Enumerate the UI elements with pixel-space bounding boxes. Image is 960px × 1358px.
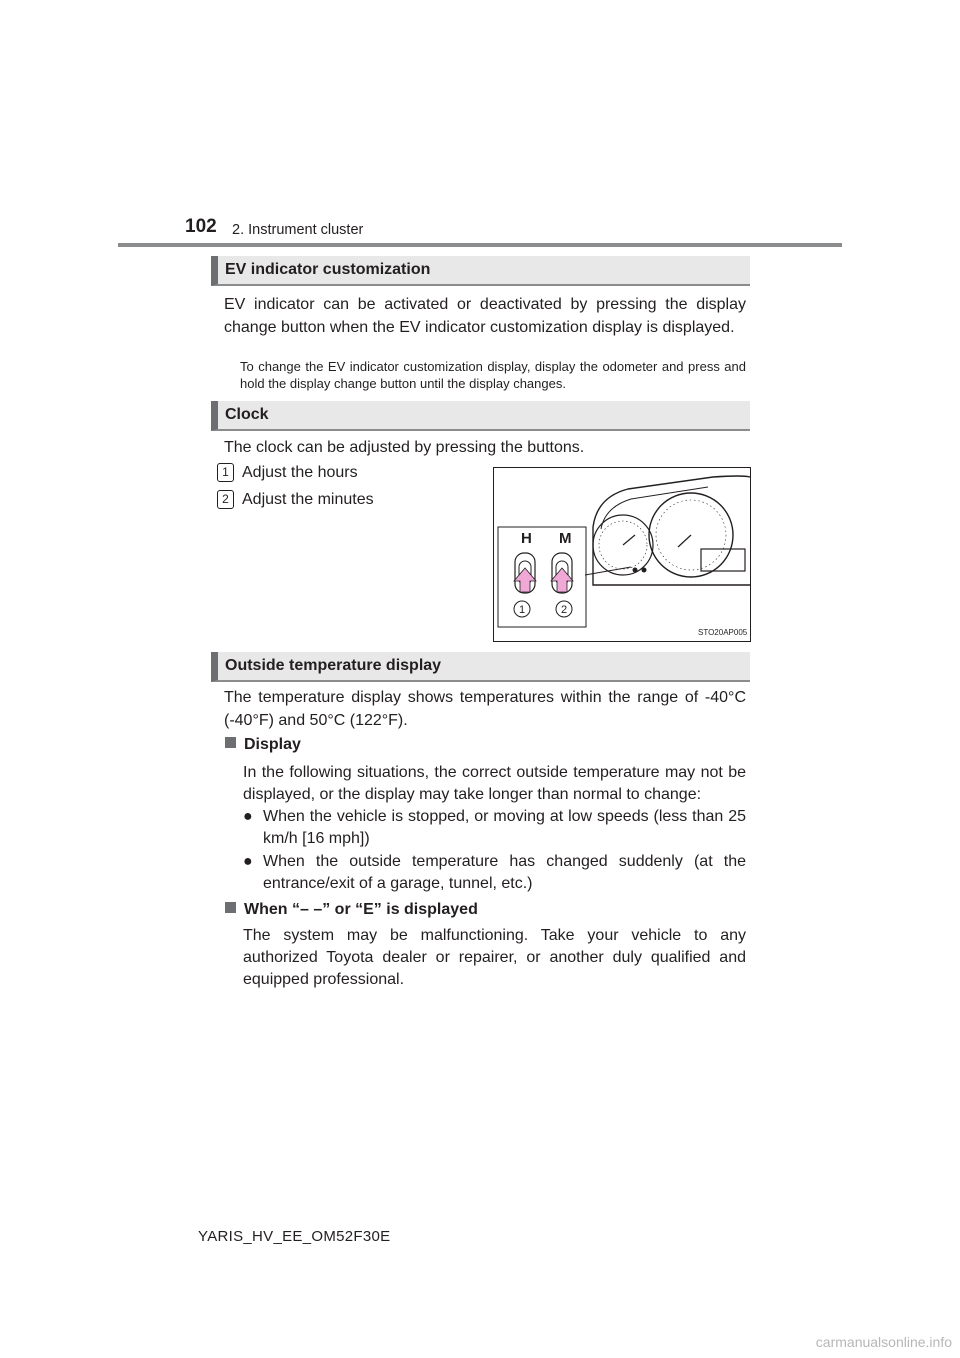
- dash-button-m: [642, 568, 647, 573]
- step-number-badge: 2: [217, 490, 234, 509]
- figure-code: STO20AP005: [698, 628, 748, 637]
- callout-2-label: 2: [560, 604, 568, 616]
- clock-buttons-illustration: [493, 467, 751, 642]
- step-text: Adjust the minutes: [242, 491, 374, 508]
- clock-step-1: [217, 463, 358, 483]
- dash-button-h: [633, 568, 638, 573]
- step-number-badge: 1: [217, 463, 234, 482]
- section-heading-outside-temp: Outside temperature display: [211, 652, 750, 682]
- header-rule: [118, 243, 842, 247]
- ev-indicator-note: To change the EV indicator customization display, display the odometer and press and hold the display change button until the display changes.: [240, 359, 746, 391]
- document-id: YARIS_HV_EE_OM52F30E: [198, 1228, 391, 1245]
- ev-indicator-body: EV indicator can be activated or deactivated by pressing the display change button when the EV indicator customization display is displayed.: [224, 296, 746, 336]
- page-number: 102: [185, 216, 217, 237]
- display-body: In the following situations, the correct outside temperature may not be displayed, or the display may take longer than normal to change:: [243, 764, 746, 803]
- callout-1-label: 1: [518, 604, 526, 616]
- watermark: carmanualsonline.info: [815, 1334, 952, 1350]
- section-heading-clock: Clock: [211, 401, 750, 431]
- running-header: 2. Instrument cluster: [232, 222, 364, 238]
- figure-frame: [494, 468, 751, 642]
- section-heading-ev-indicator: EV indicator customization: [211, 256, 750, 286]
- square-bullet-icon: [225, 737, 236, 748]
- clock-step-2: [217, 490, 374, 510]
- bullet-text: When the outside temperature has changed suddenly (at the entrance/exit of a garage, tunnel, etc.): [263, 853, 746, 892]
- round-bullet-icon: ●: [243, 853, 253, 870]
- bullet-text: When the vehicle is stopped, or moving at low speeds (less than 25 km/h [16 mph]): [263, 808, 746, 847]
- step-text: Adjust the hours: [242, 464, 358, 481]
- subheading-error-display: When “– –” or “E” is displayed: [225, 901, 478, 919]
- button-label-m: M: [559, 530, 572, 547]
- list-item: [243, 806, 746, 850]
- button-label-h: H: [521, 530, 532, 547]
- subheading-display: Display: [225, 736, 301, 754]
- round-bullet-icon: ●: [243, 808, 253, 825]
- square-bullet-icon: [225, 902, 236, 913]
- outside-temp-intro: The temperature display shows temperatures within the range of -40°C (-40°F) and 50°C (122°F).: [224, 689, 746, 729]
- list-item: [243, 851, 746, 895]
- clock-intro: The clock can be adjusted by pressing the buttons.: [224, 439, 585, 456]
- error-body: The system may be malfunctioning. Take your vehicle to any authorized Toyota dealer or repairer, or another duly qualified and equipped professional.: [243, 927, 746, 988]
